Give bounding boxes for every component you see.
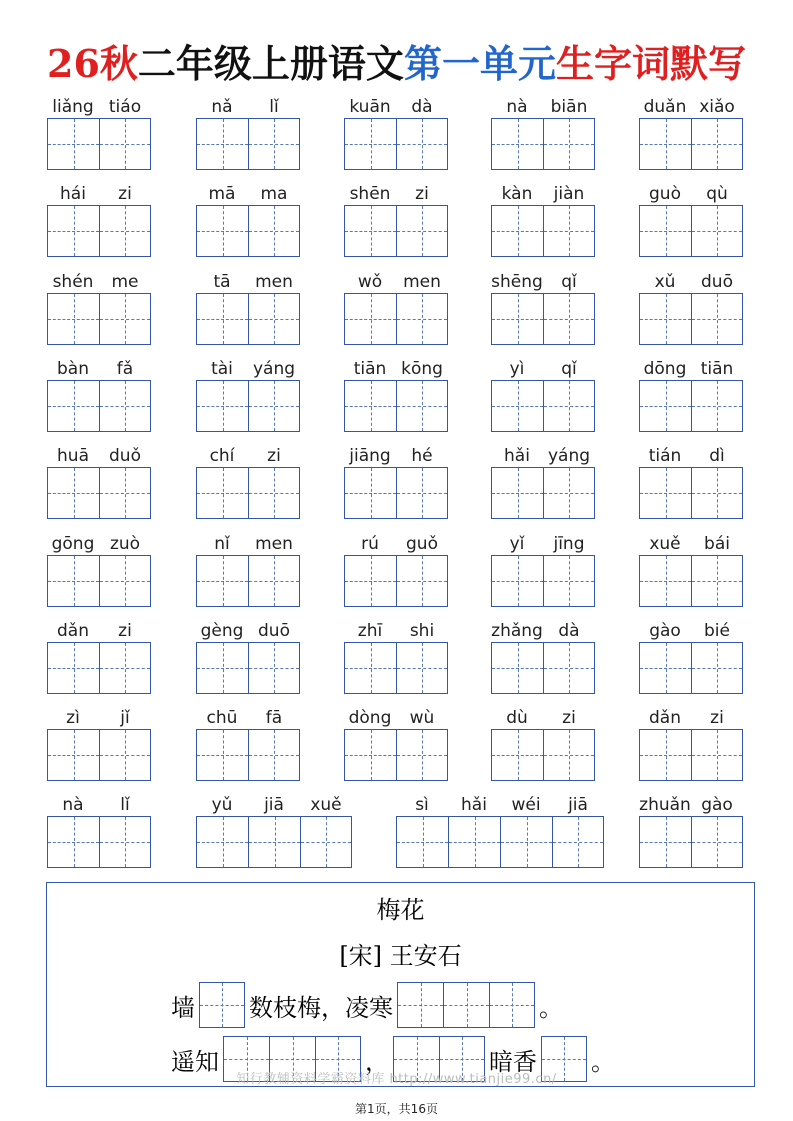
pinyin-label (344, 445, 448, 467)
writing-cell[interactable] (491, 205, 543, 257)
writing-cell[interactable] (543, 729, 595, 781)
pinyin-syllable: dǎn (57, 620, 89, 641)
writing-cell[interactable] (543, 205, 595, 257)
answer-boxes[interactable] (199, 982, 245, 1028)
writing-boxes[interactable] (491, 729, 595, 781)
writing-cell[interactable] (99, 380, 151, 432)
pinyin-syllable: guǒ (406, 533, 438, 554)
writing-boxes[interactable] (639, 467, 743, 519)
pinyin-syllable: zi (118, 184, 132, 205)
pinyin-syllable: shēn (349, 184, 391, 205)
writing-cell[interactable] (491, 118, 543, 170)
writing-cell[interactable] (491, 380, 543, 432)
writing-boxes[interactable] (47, 118, 151, 170)
writing-cell[interactable] (47, 380, 99, 432)
writing-cell[interactable] (489, 982, 535, 1028)
pinyin-syllable: jīng (553, 533, 585, 554)
writing-cell[interactable] (99, 729, 151, 781)
writing-cell[interactable] (196, 467, 248, 519)
writing-boxes[interactable] (344, 205, 448, 257)
writing-cell[interactable] (691, 555, 743, 607)
writing-boxes[interactable] (396, 816, 604, 868)
pinyin-syllable: gào (649, 620, 681, 641)
writing-cell[interactable] (639, 118, 691, 170)
writing-cell[interactable] (99, 205, 151, 257)
writing-cell[interactable] (639, 816, 691, 868)
pinyin-syllable: nà (62, 795, 84, 816)
pinyin-syllable: dù (506, 708, 528, 729)
writing-cell[interactable] (248, 729, 300, 781)
writing-cell[interactable] (248, 118, 300, 170)
poem-text: 暗香 (489, 1047, 537, 1076)
writing-cell[interactable] (99, 816, 151, 868)
pinyin-syllable: shi (409, 620, 435, 641)
pinyin-label (196, 620, 300, 642)
pinyin-syllable: bàn (57, 358, 89, 379)
pinyin-label (491, 358, 595, 380)
writing-cell[interactable] (639, 642, 691, 694)
writing-cell[interactable] (248, 205, 300, 257)
pinyin-syllable: dǎn (649, 708, 681, 729)
writing-boxes[interactable] (47, 205, 151, 257)
pinyin-syllable: yì (509, 358, 525, 379)
writing-cell[interactable] (47, 729, 99, 781)
writing-cell[interactable] (639, 729, 691, 781)
pinyin-syllable: zhǎng (491, 620, 543, 641)
pinyin-syllable: gōng (51, 533, 95, 554)
writing-cell[interactable] (344, 729, 396, 781)
pinyin-syllable: rú (361, 533, 379, 554)
pinyin-syllable: nǎ (211, 97, 233, 117)
pinyin-syllable: dà (411, 97, 433, 117)
writing-boxes[interactable] (344, 380, 448, 432)
writing-cell[interactable] (344, 555, 396, 607)
writing-cell[interactable] (639, 380, 691, 432)
writing-boxes[interactable] (491, 293, 595, 345)
writing-cell[interactable] (196, 816, 248, 868)
writing-cell[interactable] (448, 816, 500, 868)
writing-cell[interactable] (639, 205, 691, 257)
writing-cell[interactable] (396, 467, 448, 519)
writing-cell[interactable] (47, 816, 99, 868)
pinyin-syllable: tiáo (108, 97, 142, 117)
pinyin-label (491, 533, 595, 555)
writing-cell[interactable] (639, 555, 691, 607)
pinyin-syllable: kàn (501, 184, 533, 205)
pinyin-syllable: mā (208, 184, 236, 205)
writing-boxes[interactable] (196, 729, 300, 781)
writing-boxes[interactable] (47, 467, 151, 519)
pinyin-syllable: kuān (349, 97, 391, 117)
writing-boxes[interactable] (491, 205, 595, 257)
writing-cell[interactable] (491, 642, 543, 694)
writing-cell[interactable] (396, 293, 448, 345)
pinyin-label (196, 96, 300, 118)
pinyin-syllable: sì (415, 795, 429, 816)
pinyin-syllable: chū (206, 708, 238, 729)
writing-cell[interactable] (248, 380, 300, 432)
pinyin-syllable: tā (213, 271, 231, 292)
writing-cell[interactable] (344, 205, 396, 257)
pinyin-syllable: men (255, 533, 293, 554)
pinyin-label (196, 533, 300, 555)
pinyin-syllable: bié (704, 620, 730, 641)
pinyin-syllable: dà (558, 620, 580, 641)
writing-cell[interactable] (47, 205, 99, 257)
writing-boxes[interactable] (196, 205, 300, 257)
writing-cell[interactable] (344, 380, 396, 432)
pinyin-label (47, 445, 151, 467)
writing-cell[interactable] (543, 293, 595, 345)
writing-cell[interactable] (196, 642, 248, 694)
pinyin-syllable: ma (260, 184, 288, 205)
writing-cell[interactable] (691, 293, 743, 345)
pinyin-label (639, 96, 743, 118)
writing-boxes[interactable] (639, 816, 743, 868)
writing-boxes[interactable] (639, 555, 743, 607)
pinyin-syllable: xuě (310, 795, 342, 816)
writing-boxes[interactable] (639, 205, 743, 257)
pinyin-syllable: hái (60, 184, 86, 205)
pinyin-syllable: yǔ (211, 795, 233, 816)
pinyin-syllable: liǎng (52, 97, 94, 117)
writing-cell[interactable] (396, 729, 448, 781)
pinyin-label (491, 445, 595, 467)
pinyin-syllable: huā (57, 446, 89, 467)
writing-boxes[interactable] (196, 118, 300, 170)
pinyin-syllable: wǒ (357, 271, 383, 292)
pinyin-label (491, 183, 595, 205)
writing-boxes[interactable] (47, 642, 151, 694)
writing-cell[interactable] (47, 293, 99, 345)
writing-cell[interactable] (500, 816, 552, 868)
pinyin-label (47, 533, 151, 555)
pinyin-syllable: tiān (700, 358, 734, 379)
writing-boxes[interactable] (491, 380, 595, 432)
writing-cell[interactable] (552, 816, 604, 868)
pinyin-label (639, 620, 743, 642)
writing-cell[interactable] (47, 642, 99, 694)
writing-cell[interactable] (248, 642, 300, 694)
pinyin-label (639, 183, 743, 205)
watermark: 知行教辅资料学霸资料库 http://www.tianjie99.cn/ (236, 1072, 557, 1087)
writing-cell[interactable] (196, 293, 248, 345)
pinyin-label (344, 96, 448, 118)
pinyin-label (639, 707, 743, 729)
writing-boxes[interactable] (639, 293, 743, 345)
poem-text: 数枝梅，凌寒 (249, 993, 393, 1022)
writing-cell[interactable] (397, 982, 443, 1028)
writing-cell[interactable] (396, 555, 448, 607)
poem-text: 遥知 (171, 1047, 219, 1076)
writing-cell[interactable] (47, 555, 99, 607)
pinyin-syllable: chí (209, 446, 235, 467)
writing-cell[interactable] (691, 816, 743, 868)
writing-cell[interactable] (199, 982, 245, 1028)
writing-cell[interactable] (443, 982, 489, 1028)
writing-boxes[interactable] (196, 467, 300, 519)
pinyin-label (491, 271, 595, 293)
writing-boxes[interactable] (196, 293, 300, 345)
pinyin-syllable: gào (701, 795, 733, 816)
pinyin-syllable: men (255, 271, 293, 292)
pinyin-syllable: zì (66, 708, 80, 729)
writing-cell[interactable] (639, 293, 691, 345)
pinyin-label (344, 183, 448, 205)
answer-boxes[interactable] (397, 982, 535, 1028)
title-part-unit: 第一单元 (403, 41, 556, 86)
pinyin-syllable: duǎn (643, 97, 687, 117)
writing-boxes[interactable] (47, 816, 151, 868)
poem-text: 。 (591, 1047, 615, 1076)
writing-cell[interactable] (396, 816, 448, 868)
pinyin-syllable: zhī (357, 620, 383, 641)
title-part-grade: 二年级上册语文 (137, 41, 404, 86)
pinyin-label (47, 271, 151, 293)
writing-boxes[interactable] (344, 729, 448, 781)
writing-boxes[interactable] (491, 118, 595, 170)
pinyin-syllable: zi (267, 446, 281, 467)
pinyin-label (47, 794, 151, 816)
pinyin-syllable: guò (649, 184, 681, 205)
pinyin-syllable: nà (506, 97, 528, 117)
writing-boxes[interactable] (639, 380, 743, 432)
writing-cell[interactable] (196, 729, 248, 781)
pinyin-label (196, 445, 300, 467)
writing-cell[interactable] (491, 555, 543, 607)
pinyin-label (196, 794, 352, 816)
pinyin-syllable: shēng (491, 271, 543, 292)
pinyin-syllable: gèng (200, 620, 244, 641)
writing-cell[interactable] (47, 118, 99, 170)
writing-boxes[interactable] (196, 642, 300, 694)
pinyin-syllable: yǐ (509, 533, 525, 554)
writing-cell[interactable] (248, 467, 300, 519)
writing-cell[interactable] (396, 642, 448, 694)
writing-cell[interactable] (196, 118, 248, 170)
pinyin-syllable: wù (409, 708, 435, 729)
writing-boxes[interactable] (344, 555, 448, 607)
pinyin-label (47, 96, 151, 118)
writing-cell[interactable] (691, 205, 743, 257)
writing-boxes[interactable] (196, 380, 300, 432)
pinyin-syllable: dōng (643, 358, 687, 379)
writing-boxes[interactable] (491, 555, 595, 607)
writing-cell[interactable] (344, 293, 396, 345)
writing-boxes[interactable] (196, 816, 352, 868)
pinyin-label (396, 794, 604, 816)
pinyin-label (491, 96, 595, 118)
writing-cell[interactable] (248, 293, 300, 345)
writing-boxes[interactable] (491, 642, 595, 694)
pinyin-label (639, 794, 743, 816)
pinyin-syllable: duō (701, 271, 733, 292)
writing-boxes[interactable] (344, 293, 448, 345)
title-part-task: 生字词默写 (555, 41, 746, 86)
pinyin-syllable: jiā (568, 795, 588, 816)
pinyin-label (344, 620, 448, 642)
poem-line-1 (167, 981, 567, 1029)
pinyin-syllable: yáng (547, 446, 591, 467)
writing-boxes[interactable] (47, 555, 151, 607)
title-part-year: 26秋 (47, 41, 138, 86)
pinyin-syllable: xǔ (654, 271, 676, 292)
writing-cell[interactable] (99, 555, 151, 607)
pinyin-syllable: zi (118, 620, 132, 641)
pinyin-syllable: lǐ (120, 795, 130, 816)
pinyin-label (47, 620, 151, 642)
writing-boxes[interactable] (491, 467, 595, 519)
poem-section (46, 882, 755, 1087)
pinyin-syllable: jiā (264, 795, 284, 816)
writing-boxes[interactable] (344, 118, 448, 170)
pinyin-label (344, 707, 448, 729)
pinyin-syllable: duǒ (109, 446, 141, 467)
writing-boxes[interactable] (344, 642, 448, 694)
writing-cell[interactable] (300, 816, 352, 868)
pinyin-syllable: xiǎo (699, 97, 735, 117)
pinyin-syllable: zhuǎn (639, 795, 691, 816)
writing-cell[interactable] (691, 380, 743, 432)
writing-cell[interactable] (396, 118, 448, 170)
pinyin-syllable: tiān (353, 358, 387, 379)
pinyin-label (196, 707, 300, 729)
pinyin-syllable: qù (706, 184, 728, 205)
pinyin-syllable: kōng (401, 358, 443, 379)
writing-boxes[interactable] (639, 642, 743, 694)
writing-cell[interactable] (248, 816, 300, 868)
writing-cell[interactable] (396, 380, 448, 432)
pinyin-label (491, 707, 595, 729)
poem-text: 墙 (171, 993, 195, 1022)
pinyin-syllable: nǐ (214, 533, 230, 554)
writing-cell[interactable] (344, 467, 396, 519)
writing-cell[interactable] (196, 380, 248, 432)
pinyin-label (47, 183, 151, 205)
writing-boxes[interactable] (47, 380, 151, 432)
writing-cell[interactable] (344, 642, 396, 694)
pinyin-syllable: fā (265, 708, 283, 729)
pinyin-label (196, 271, 300, 293)
writing-cell[interactable] (543, 118, 595, 170)
pinyin-syllable: wéi (511, 795, 541, 816)
writing-cell[interactable] (543, 467, 595, 519)
pinyin-syllable: biān (550, 97, 588, 117)
pinyin-syllable: bái (704, 533, 730, 554)
pinyin-syllable: tián (648, 446, 682, 467)
writing-cell[interactable] (639, 467, 691, 519)
writing-cell[interactable] (691, 729, 743, 781)
poem-title: 梅花 (376, 896, 425, 924)
writing-cell[interactable] (344, 118, 396, 170)
writing-boxes[interactable] (196, 555, 300, 607)
writing-boxes[interactable] (639, 729, 743, 781)
writing-cell[interactable] (543, 380, 595, 432)
writing-cell[interactable] (543, 642, 595, 694)
pinyin-label (196, 183, 300, 205)
pinyin-label (47, 358, 151, 380)
pinyin-label (639, 533, 743, 555)
writing-cell[interactable] (491, 729, 543, 781)
page-number: 第1页，共16页 (355, 1102, 438, 1116)
pinyin-syllable: hǎi (461, 795, 487, 816)
pinyin-syllable: jiàn (553, 184, 585, 205)
pinyin-syllable: jiāng (349, 446, 391, 467)
pinyin-syllable: hǎi (504, 446, 530, 467)
pinyin-syllable: zuò (109, 533, 141, 554)
writing-cell[interactable] (99, 293, 151, 345)
pinyin-syllable: jǐ (120, 708, 130, 729)
pinyin-syllable: xuě (649, 533, 681, 554)
pinyin-syllable: dòng (348, 708, 392, 729)
poem-text: ， (365, 1047, 389, 1076)
writing-boxes[interactable] (47, 293, 151, 345)
pinyin-syllable: hé (411, 446, 433, 467)
pinyin-label (639, 271, 743, 293)
poem-text: 。 (539, 993, 563, 1022)
writing-cell[interactable] (196, 555, 248, 607)
pinyin-syllable: me (111, 271, 139, 292)
pinyin-syllable: yáng (252, 358, 296, 379)
pinyin-syllable: qǐ (561, 358, 577, 379)
writing-boxes[interactable] (344, 467, 448, 519)
pinyin-syllable: zi (415, 184, 429, 205)
pinyin-syllable: men (403, 271, 441, 292)
writing-cell[interactable] (248, 555, 300, 607)
pinyin-label (639, 358, 743, 380)
writing-cell[interactable] (99, 118, 151, 170)
pinyin-syllable: dì (709, 446, 725, 467)
pinyin-syllable: zi (710, 708, 724, 729)
writing-cell[interactable] (99, 642, 151, 694)
writing-cell[interactable] (491, 467, 543, 519)
writing-cell[interactable] (543, 555, 595, 607)
pinyin-label (344, 533, 448, 555)
writing-cell[interactable] (196, 205, 248, 257)
writing-cell[interactable] (47, 467, 99, 519)
pinyin-label (639, 445, 743, 467)
writing-boxes[interactable] (47, 729, 151, 781)
writing-cell[interactable] (691, 467, 743, 519)
writing-cell[interactable] (491, 293, 543, 345)
pinyin-syllable: duō (258, 620, 290, 641)
pinyin-syllable: lǐ (269, 97, 279, 117)
pinyin-syllable: zi (562, 708, 576, 729)
pinyin-syllable: qǐ (561, 271, 577, 292)
pinyin-label (344, 271, 448, 293)
pinyin-syllable: shén (52, 271, 94, 292)
pinyin-label (47, 707, 151, 729)
writing-cell[interactable] (99, 467, 151, 519)
writing-cell[interactable] (396, 205, 448, 257)
writing-cell[interactable] (691, 642, 743, 694)
pinyin-label (491, 620, 595, 642)
pinyin-syllable: fǎ (116, 358, 134, 379)
writing-boxes[interactable] (639, 118, 743, 170)
poem-author: [宋] 王安石 (339, 942, 462, 970)
writing-cell[interactable] (691, 118, 743, 170)
pinyin-label (344, 358, 448, 380)
pinyin-syllable: tài (211, 358, 233, 379)
pinyin-label (196, 358, 300, 380)
